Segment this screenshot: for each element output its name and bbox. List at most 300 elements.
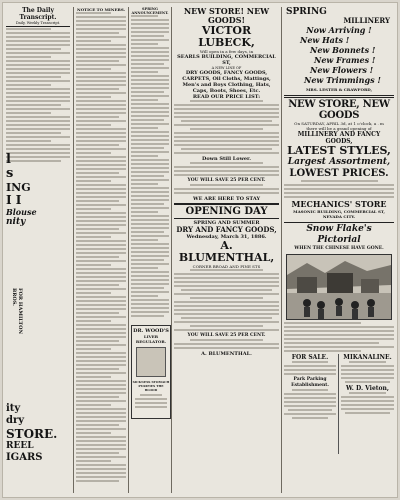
text-line bbox=[131, 23, 169, 25]
text-line bbox=[131, 291, 169, 293]
bottom-ads-left bbox=[284, 354, 336, 454]
column-1-ads bbox=[6, 153, 70, 228]
text-line bbox=[76, 280, 126, 282]
text-line bbox=[76, 316, 126, 318]
text-line bbox=[131, 143, 169, 145]
newstore-opening: there will be a grand opening of bbox=[306, 126, 372, 131]
newstore-hall: MECHANICS' STORE bbox=[291, 199, 387, 209]
text-line bbox=[76, 296, 126, 298]
text-line bbox=[76, 476, 126, 478]
text-line bbox=[76, 56, 126, 58]
text-line bbox=[76, 216, 126, 218]
text-line bbox=[6, 76, 61, 78]
text-line bbox=[131, 155, 158, 157]
text-line bbox=[76, 460, 111, 462]
text-line bbox=[190, 339, 264, 341]
text-line bbox=[76, 160, 126, 162]
text-line bbox=[131, 199, 169, 201]
text-line bbox=[76, 368, 119, 370]
millinery-item-4: New Flowers ! bbox=[310, 65, 374, 75]
text-line bbox=[174, 285, 279, 287]
text-line bbox=[6, 68, 70, 70]
col1-big-8: dry bbox=[6, 415, 25, 426]
text-line bbox=[76, 420, 126, 422]
col1-big-3: ING bbox=[6, 181, 31, 194]
text-line bbox=[76, 392, 126, 394]
millinery-proprietor: MRS. LESTER & CRAWFORD, bbox=[305, 87, 373, 92]
text-line bbox=[190, 128, 264, 130]
text-line bbox=[76, 184, 126, 186]
text-line bbox=[6, 28, 51, 30]
text-line bbox=[131, 215, 169, 217]
lubeck-save: YOU WILL SAVE 25 PER CENT. bbox=[187, 178, 266, 183]
text-line bbox=[174, 144, 279, 146]
text-line bbox=[76, 84, 126, 86]
col1-vertical-text: FOR HAMILTON BROS. bbox=[11, 288, 23, 335]
text-line bbox=[76, 240, 126, 242]
col1-big-1: l bbox=[6, 152, 11, 167]
newstore-city: NEVADA CITY. bbox=[322, 214, 356, 219]
vieton-heading: W. D. Vieton, bbox=[345, 385, 390, 392]
text-line bbox=[76, 224, 126, 226]
text-line bbox=[288, 409, 333, 411]
blumenthal-save: YOU WILL SAVE 25 PER CENT. bbox=[187, 333, 266, 338]
text-line bbox=[76, 436, 126, 438]
text-line bbox=[131, 43, 158, 45]
text-line bbox=[284, 393, 336, 395]
text-line bbox=[131, 251, 169, 253]
column-1-body bbox=[6, 28, 70, 162]
text-line bbox=[76, 376, 111, 378]
col1-big-2: s bbox=[6, 166, 14, 181]
text-line bbox=[76, 104, 126, 106]
text-line bbox=[76, 20, 126, 22]
text-line bbox=[284, 196, 394, 198]
text-line bbox=[76, 148, 126, 150]
text-line bbox=[6, 32, 70, 34]
text-line bbox=[131, 27, 169, 29]
text-line bbox=[284, 188, 394, 190]
text-line bbox=[174, 321, 279, 323]
text-line bbox=[284, 338, 394, 340]
text-line bbox=[76, 188, 126, 190]
text-line bbox=[284, 192, 394, 194]
text-line bbox=[6, 124, 70, 126]
text-line bbox=[76, 408, 126, 410]
text-line bbox=[131, 107, 169, 109]
text-line bbox=[76, 276, 126, 278]
text-line bbox=[6, 84, 51, 86]
text-line bbox=[76, 380, 126, 382]
text-line bbox=[174, 309, 279, 311]
text-line bbox=[131, 151, 169, 153]
text-line bbox=[76, 324, 126, 326]
blumenthal-season: SPRING AND SUMMER bbox=[193, 220, 260, 226]
for-sale-heading: FOR SALE. bbox=[291, 354, 329, 361]
text-line bbox=[76, 108, 126, 110]
millinery-spring: SPRING bbox=[286, 7, 327, 17]
text-line bbox=[174, 112, 279, 114]
text-line bbox=[76, 172, 119, 174]
column-rule bbox=[281, 7, 282, 493]
lubeck-headline: NEW STORE! NEW GOODS! bbox=[183, 7, 270, 25]
text-line bbox=[131, 95, 169, 97]
text-line bbox=[76, 396, 119, 398]
text-line bbox=[131, 83, 169, 85]
text-line bbox=[284, 373, 336, 375]
text-line bbox=[6, 136, 70, 138]
text-line bbox=[131, 271, 169, 273]
dr-woods-line-1: SICKNESS STOMACH bbox=[132, 380, 170, 384]
text-line bbox=[76, 424, 119, 426]
lubeck-close: WE ARE HERE TO STAY bbox=[192, 196, 261, 202]
text-line bbox=[131, 35, 164, 37]
text-line bbox=[131, 219, 169, 221]
bottom-ads-right bbox=[341, 354, 394, 454]
text-line bbox=[284, 326, 394, 328]
newstore-largest: Largest Assortment, bbox=[287, 157, 391, 167]
text-line bbox=[76, 140, 126, 142]
col1-big-9: STORE. bbox=[6, 427, 58, 441]
text-line bbox=[341, 408, 394, 410]
text-line bbox=[131, 287, 164, 289]
blumenthal-type: DRY AND FANCY GOODS, bbox=[176, 225, 277, 234]
text-line bbox=[76, 372, 126, 374]
text-line bbox=[76, 156, 126, 158]
text-line bbox=[76, 388, 126, 390]
col1-big-5: Blouse bbox=[6, 207, 37, 217]
text-line bbox=[284, 184, 394, 186]
text-line bbox=[131, 139, 169, 141]
text-line bbox=[284, 397, 336, 399]
text-line bbox=[76, 268, 126, 270]
text-line bbox=[76, 60, 119, 62]
text-line bbox=[174, 273, 279, 275]
text-line bbox=[174, 136, 279, 138]
text-line bbox=[76, 28, 126, 30]
text-line bbox=[76, 24, 126, 26]
text-line bbox=[76, 300, 126, 302]
dr-woods-ad bbox=[131, 325, 171, 419]
text-line bbox=[76, 292, 111, 294]
column-3-heading: SPRING ANNOUNCEMENT. bbox=[131, 7, 169, 15]
text-line bbox=[292, 389, 328, 391]
text-line bbox=[6, 96, 70, 98]
text-line bbox=[76, 364, 126, 366]
col1-big-10: REEL bbox=[6, 441, 34, 451]
newspaper-page bbox=[2, 2, 398, 498]
text-line bbox=[174, 152, 279, 154]
lubeck-line-3: A NEW LINE OF bbox=[211, 66, 242, 70]
blumenthal-sign: A. BLUMENTHAL. bbox=[201, 351, 252, 357]
text-line bbox=[174, 104, 279, 106]
text-line bbox=[6, 100, 70, 102]
text-line bbox=[135, 398, 167, 400]
text-line bbox=[76, 168, 126, 170]
text-line bbox=[190, 162, 264, 164]
column-rule bbox=[171, 7, 172, 493]
text-line bbox=[76, 52, 126, 54]
text-line bbox=[76, 132, 126, 134]
text-line bbox=[174, 301, 279, 303]
text-line bbox=[174, 174, 279, 176]
text-line bbox=[76, 344, 126, 346]
text-line bbox=[292, 417, 328, 419]
text-line bbox=[174, 347, 279, 349]
text-line bbox=[76, 440, 126, 442]
text-line bbox=[6, 112, 51, 114]
column-4 bbox=[174, 7, 279, 493]
column-2-body bbox=[76, 12, 126, 482]
text-line bbox=[131, 211, 158, 213]
text-line bbox=[76, 136, 126, 138]
text-line bbox=[284, 413, 336, 415]
text-line bbox=[131, 171, 169, 173]
text-line bbox=[76, 252, 126, 254]
text-line bbox=[76, 128, 126, 130]
text-line bbox=[131, 67, 169, 69]
text-line bbox=[6, 128, 70, 130]
column-rule bbox=[128, 7, 129, 493]
text-line bbox=[131, 51, 169, 53]
text-line bbox=[174, 192, 279, 194]
text-line bbox=[76, 164, 126, 166]
text-line bbox=[76, 112, 126, 114]
text-line bbox=[131, 207, 169, 209]
column-5 bbox=[284, 7, 394, 493]
text-line bbox=[6, 64, 70, 66]
text-line bbox=[284, 334, 394, 336]
masthead-subtitle: Daily, Weekly Transcript. bbox=[15, 21, 61, 25]
text-line bbox=[341, 396, 394, 398]
blumenthal-name: A. BLUMENTHAL, bbox=[178, 239, 275, 264]
column-1-vertical bbox=[11, 288, 23, 348]
text-line bbox=[76, 64, 126, 66]
newstore-line: On SATURDAY, APRIL 3d, at 1 o'clock, a . m bbox=[294, 121, 384, 126]
text-line bbox=[76, 68, 111, 70]
text-line bbox=[131, 59, 169, 61]
text-line bbox=[6, 48, 61, 50]
text-line bbox=[131, 111, 169, 113]
text-line bbox=[76, 80, 126, 82]
text-line bbox=[131, 55, 169, 57]
text-line bbox=[341, 369, 394, 371]
text-line bbox=[131, 283, 169, 285]
text-line bbox=[76, 212, 126, 214]
text-line bbox=[284, 322, 361, 324]
text-line bbox=[341, 404, 394, 406]
text-line bbox=[6, 104, 61, 106]
text-line bbox=[76, 200, 119, 202]
lubeck-name: VICTOR LUBECK, bbox=[198, 24, 255, 49]
text-line bbox=[174, 170, 279, 172]
text-line bbox=[131, 115, 169, 117]
text-line bbox=[174, 277, 279, 279]
text-line bbox=[76, 472, 126, 474]
text-line bbox=[6, 92, 70, 94]
text-line bbox=[131, 87, 169, 89]
text-line bbox=[76, 320, 111, 322]
text-line bbox=[6, 132, 61, 134]
text-line bbox=[76, 208, 111, 210]
text-line bbox=[6, 44, 70, 46]
text-line bbox=[131, 295, 158, 297]
text-line bbox=[76, 92, 126, 94]
text-line bbox=[131, 167, 169, 169]
text-line bbox=[76, 464, 126, 466]
text-line bbox=[301, 180, 378, 182]
text-line bbox=[76, 220, 126, 222]
engraving-svg bbox=[287, 255, 391, 319]
bottom-ads bbox=[284, 354, 394, 454]
column-3 bbox=[131, 7, 169, 493]
text-line bbox=[174, 343, 279, 345]
text-line bbox=[131, 91, 164, 93]
newstore-masonic: MASONIC BUILDING, COMMERCIAL ST, bbox=[293, 209, 385, 214]
text-line bbox=[6, 40, 70, 42]
text-line bbox=[131, 299, 169, 301]
text-line bbox=[284, 346, 394, 348]
text-line bbox=[131, 31, 169, 33]
text-line bbox=[174, 281, 279, 283]
text-line bbox=[131, 179, 169, 181]
text-line bbox=[76, 144, 119, 146]
text-line bbox=[76, 196, 126, 198]
text-line bbox=[284, 369, 336, 371]
text-line bbox=[135, 402, 167, 404]
text-line bbox=[76, 36, 126, 38]
text-line bbox=[76, 76, 126, 78]
text-line bbox=[341, 400, 394, 402]
millinery-item-1: New Hats ! bbox=[300, 35, 350, 45]
text-line bbox=[292, 361, 328, 363]
lubeck-line-2: SEARLS BUILDING, COMMERCIAL ST, bbox=[177, 54, 276, 66]
text-line bbox=[76, 480, 119, 482]
text-line bbox=[284, 401, 336, 403]
text-line bbox=[76, 12, 111, 14]
newstore-lowest: LOWEST PRICES. bbox=[289, 168, 389, 179]
text-line bbox=[76, 340, 119, 342]
text-line bbox=[76, 432, 111, 434]
text-line bbox=[76, 180, 111, 182]
text-line bbox=[341, 365, 394, 367]
text-line bbox=[131, 263, 169, 265]
text-line bbox=[174, 188, 279, 190]
text-line bbox=[131, 135, 169, 137]
text-line bbox=[131, 243, 169, 245]
text-line bbox=[76, 304, 126, 306]
text-line bbox=[131, 175, 164, 177]
snowflake-title: Snow Flake's Pictorial bbox=[306, 224, 372, 245]
text-line bbox=[181, 120, 271, 122]
text-line bbox=[76, 44, 126, 46]
text-line bbox=[76, 452, 119, 454]
text-line bbox=[76, 456, 126, 458]
text-line bbox=[131, 239, 158, 241]
text-line bbox=[76, 384, 126, 386]
text-line bbox=[76, 328, 126, 330]
text-line bbox=[131, 255, 169, 257]
column-rule bbox=[73, 7, 74, 493]
text-line bbox=[76, 416, 126, 418]
text-line bbox=[131, 15, 158, 17]
col1-big-11: IGARS bbox=[6, 452, 43, 463]
text-line bbox=[76, 288, 126, 290]
millinery-item-2: New Bonnets ! bbox=[310, 45, 376, 55]
text-line bbox=[76, 284, 119, 286]
text-line bbox=[190, 297, 264, 299]
text-line bbox=[190, 325, 264, 327]
text-line bbox=[131, 259, 164, 261]
text-line bbox=[131, 63, 164, 65]
text-line bbox=[76, 236, 111, 238]
text-line bbox=[76, 260, 126, 262]
text-line bbox=[76, 348, 111, 350]
text-line bbox=[174, 140, 279, 142]
blumenthal-corner: CORNER BROAD AND PINE STS bbox=[192, 264, 261, 269]
text-line bbox=[284, 330, 394, 332]
text-line bbox=[174, 293, 279, 295]
text-line bbox=[181, 317, 271, 319]
text-line bbox=[76, 352, 126, 354]
text-line bbox=[284, 365, 336, 367]
text-line bbox=[131, 183, 158, 185]
text-line bbox=[174, 132, 279, 134]
text-line bbox=[131, 203, 164, 205]
text-line bbox=[76, 332, 126, 334]
text-line bbox=[181, 148, 271, 150]
text-line bbox=[76, 176, 126, 178]
text-line bbox=[76, 204, 126, 206]
dr-woods-subtitle: LIVER REGULATOR. bbox=[135, 334, 167, 344]
text-line bbox=[6, 56, 51, 58]
text-line bbox=[76, 100, 126, 102]
text-line bbox=[131, 231, 164, 233]
dr-woods-title: DR. WOOD'S bbox=[133, 328, 169, 334]
text-line bbox=[6, 116, 70, 118]
text-line bbox=[131, 315, 164, 317]
text-line bbox=[131, 79, 169, 81]
text-line bbox=[76, 120, 126, 122]
snowflake-illustration bbox=[286, 254, 392, 320]
column-1-ads-lower bbox=[6, 403, 70, 464]
text-line bbox=[76, 244, 126, 246]
text-line bbox=[135, 406, 167, 408]
text-line bbox=[76, 40, 111, 42]
column-2 bbox=[76, 7, 126, 493]
text-line bbox=[76, 232, 126, 234]
newstore-headline: NEW STORE, NEW GOODS bbox=[288, 99, 390, 121]
mikanaline-heading: MIKANALINE. bbox=[343, 354, 392, 361]
text-line bbox=[76, 264, 111, 266]
text-line bbox=[6, 72, 70, 74]
masthead-title: The Daily Transcript. bbox=[19, 7, 57, 21]
text-line bbox=[341, 377, 394, 379]
text-line bbox=[131, 227, 169, 229]
text-line bbox=[76, 152, 111, 154]
text-line bbox=[76, 468, 126, 470]
text-line bbox=[181, 289, 271, 291]
dr-woods-illustration bbox=[136, 347, 166, 377]
text-line bbox=[174, 108, 279, 110]
blumenthal-opening: OPENING DAY bbox=[185, 206, 268, 217]
dr-woods-line-2: PURIFIES THE BLOOD bbox=[138, 384, 164, 392]
snowflake-sub: WHEN THE CHINESE HAVE GONE. bbox=[294, 246, 384, 251]
text-line bbox=[76, 400, 126, 402]
text-line bbox=[76, 96, 111, 98]
millinery-item-3: New Frames ! bbox=[314, 55, 376, 65]
text-line bbox=[174, 313, 279, 315]
